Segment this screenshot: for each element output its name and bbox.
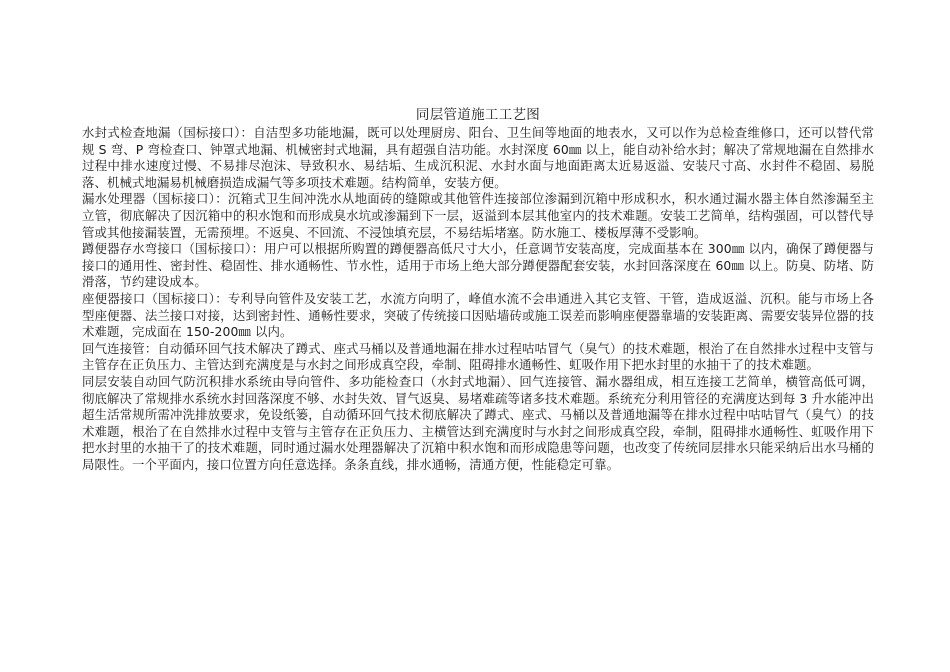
paragraph-system-summary: 同层安装自动回气防沉积排水系统由导向管件、多功能检查口（水封式地漏）、回气连接管、漏水器组成，相互连接工艺简单，横管高低可调，彻底解决了常规排水系统水封回落深度不够、水封失效、冒气返臭、易堵难疏等诸多技术难题。系统充分利用管径的充满度达到每 3 升水能冲出超生活常规所需冲洗排放要求，免设纸篓，自动循环回气技术彻底解决了蹲式、座式、马桶以及普通地漏等在排水过程中咕咕冒气（臭气）的技术难题，根治了在自然排水过程中支管与主管存在正负压力、主横管达到充满度时与水封之间形成真空段，牵制，阻碍排水通畅性、虹吸作用下把水封里的水抽干了的技术难题，同时通过漏水处理器解决了沉箱中积水饱和而形成隐患等问题，也改变了传统同层排水只能采纳后出水马桶的局限性。一个平面内，接口位置方向任意选择。条条直线，排水通畅，清通方便，性能稳定可靠。 <box>82 373 874 472</box>
paragraph-air-return-pipe: 回气连接管：自动循环回气技术解决了蹲式、座式马桶以及普通地漏在排水过程咕咕冒气（臭气）的技术难题，根治了在自然排水过程中支管与主管存在正负压力、主管达到充满度是与水封之间形成真空段，牵制、阻碍排水通畅性、虹吸作用下把水封里的水抽干了的技术难题。 <box>82 340 874 373</box>
document-title: 同层管道施工工艺图 <box>415 107 541 123</box>
paragraph-squat-toilet-trap: 蹲便器存水弯接口（国标接口）：用户可以根据所购置的蹲便器高低尺寸大小，任意调节安装高度，完成面基本在 300㎜ 以内，确保了蹲便器与接口的通用性、密封性、稳固性、排水通畅性、节水性，适用于市场上绝大部分蹲便器配套安装，水封回落深度在 60㎜ 以上。防臭、防堵、防滑落，节约建设成本。 <box>82 241 874 290</box>
document-page <box>82 106 874 473</box>
paragraph-floor-drain: 水封式检查地漏（国标接口）：自洁型多功能地漏，既可以处理厨房、阳台、卫生间等地面的地表水，又可以作为总检查维修口，还可以替代常规 S 弯、P 弯检查口、钟罩式地漏、机械密封式地漏，具有超强自洁功能。水封深度 60㎜ 以上，能自动补给水封；解决了常规地漏在自然排水过程中排水速度过慢、不易排尽泡沫、导致积水、易结垢、生成沉积泥、水封水面与地面距离太近易返溢、安装尺寸高、水封件不稳固、易脱落、机械式地漏易机械磨损造成漏气等多项技术难题。结构简单，安装方便。 <box>82 125 874 190</box>
paragraph-leak-processor: 漏水处理器（国标接口）：沉箱式卫生间冲洗水从地面砖的缝隙或其他管件连接部位渗漏到沉箱中形成积水，积水通过漏水器主体自然渗漏至主立管，彻底解决了因沉箱中的积水饱和而形成臭水坑或渗漏到下一层，返溢到本层其他室内的技术难题。安装工艺简单，结构强固，可以替代导管或其他接漏装置，无需预埋。不返臭、不回流、不浸蚀填充层，不易结垢堵塞。防水施工、楼板厚薄不受影响。 <box>82 191 874 240</box>
paragraph-toilet-interface: 座便器接口（国标接口）：专利导向管件及安装工艺，水流方向明了，峰值水流不会串通进入其它支管、干管，造成返溢、沉积。能与市场上各型座便器、法兰接口对接，达到密封性、通畅性要求，突破了传统接口因贴墙砖或施工误差而影响座便器靠墙的安装距离、需要安装异位器的技术难题，完成面在 150-200㎜ 以内。 <box>82 290 874 340</box>
